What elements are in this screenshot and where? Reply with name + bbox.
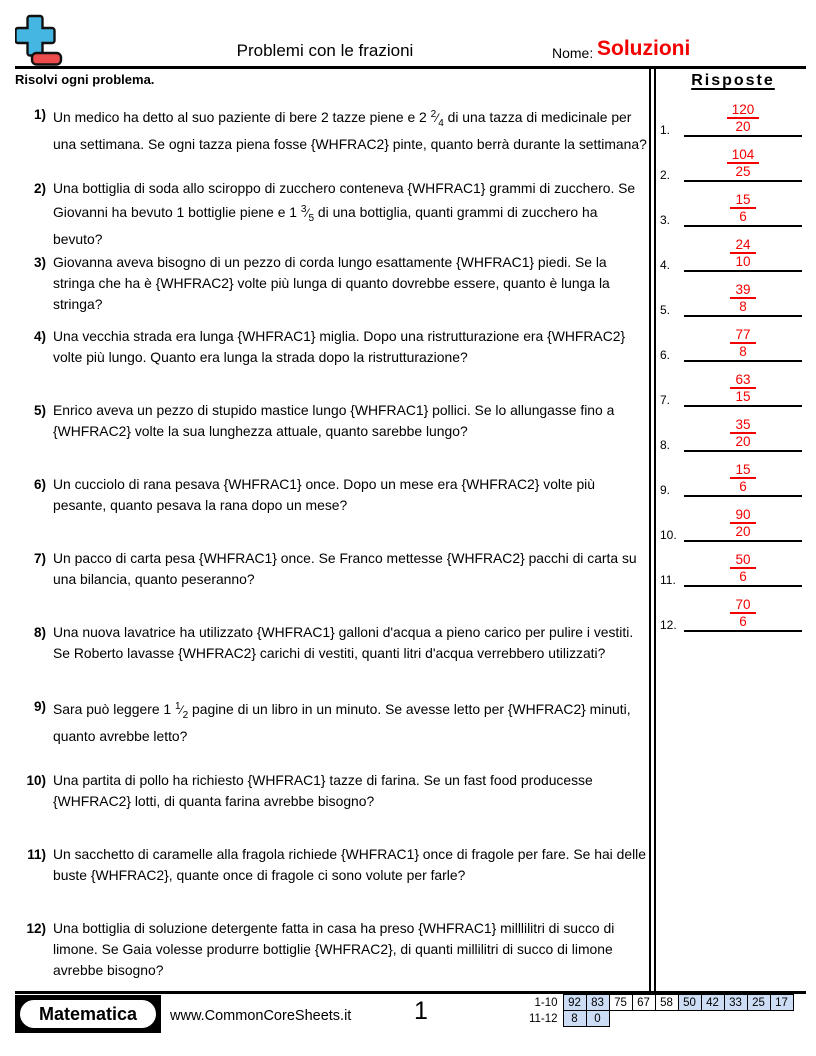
problem-text: Una vecchia strada era lunga {WHFRAC1} miglia. Dopo una ristrutturazione era {WHFRAC2} volte più lungo. Quanto era lunga la strada dopo la ristrutturazione? bbox=[53, 328, 626, 365]
problem-item bbox=[15, 326, 647, 400]
problem-number: 12) bbox=[26, 921, 46, 936]
problem-number: 3) bbox=[33, 255, 46, 270]
problem-text: Un medico ha detto al suo paziente di bere 2 tazze piene e 2 $^2⁄_4$ di una tazza di medicinale per una settimana. Se ogni tazza piena fosse {WHFRAC2} pinte, quanto berrà durante la settimana? bbox=[53, 109, 647, 152]
problem-number: 1) bbox=[33, 107, 46, 122]
problem-text: Enrico aveva un pezzo di stupido mastice lungo {WHFRAC1} pollici. Se lo allungasse fino a {WHFRAC2} volte la sua lunghezza attuale, quanto sarebbe lungo? bbox=[53, 402, 615, 439]
fraction-denominator: 25 bbox=[735, 164, 751, 179]
problem-text: Giovanna aveva bisogno di un pezzo di corda lungo esattamente {WHFRAC1} piedi. Se la stringa che ha è {WHFRAC2} volte più lunga di quanto dovrebbe essere, quanto è lunga la stringa? bbox=[53, 254, 610, 312]
problem-text: Un cucciolo di rana pesava {WHFRAC1} once. Dopo un mese era {WHFRAC2} volte più pesante, quanto pesava la rana dopo un mese? bbox=[53, 476, 595, 513]
fraction-numerator: 70 bbox=[730, 597, 755, 614]
score-cell: 0 bbox=[586, 1011, 609, 1027]
answer-item bbox=[658, 457, 806, 497]
grading-score-table bbox=[523, 994, 794, 1027]
fraction-numerator: 2 bbox=[430, 109, 437, 120]
fraction-denominator: 2 bbox=[182, 710, 189, 721]
answer-number: 9. bbox=[660, 483, 671, 497]
problem-text: Una partita di pollo ha richiesto {WHFRAC1} tazze di farina. Se un fast food producesse {WHFRAC2} lotti, di quanta farina avrebbe bisogno? bbox=[53, 772, 593, 809]
answer-fraction bbox=[684, 462, 802, 494]
fraction-numerator: 120 bbox=[727, 102, 760, 119]
answer-item bbox=[658, 367, 806, 407]
fraction-numerator: 63 bbox=[730, 372, 755, 389]
answer-blank-line bbox=[684, 270, 802, 272]
problem-text: Un sacchetto di caramelle alla fragola richiede {WHFRAC1} once di fragole per fare. Se hai delle buste {WHFRAC2}, quante once di fragole ci sono volute per farle? bbox=[53, 846, 646, 883]
answer-fraction bbox=[684, 282, 802, 314]
fraction-denominator: 8 bbox=[739, 344, 747, 359]
score-cell: 33 bbox=[724, 995, 747, 1011]
answer-fraction bbox=[684, 417, 802, 449]
answer-fraction bbox=[684, 327, 802, 359]
subject-badge bbox=[15, 995, 161, 1033]
problem-item bbox=[15, 622, 647, 696]
score-cell: 92 bbox=[563, 995, 586, 1011]
answer-number: 6. bbox=[660, 348, 671, 362]
problem-item bbox=[15, 104, 647, 178]
problem-number: 4) bbox=[33, 329, 46, 344]
answer-item bbox=[658, 97, 806, 137]
score-row-label: 11-12 bbox=[528, 1012, 558, 1025]
score-row bbox=[523, 1011, 793, 1027]
answer-item bbox=[658, 592, 806, 632]
score-row bbox=[523, 995, 793, 1011]
problem-item bbox=[15, 918, 647, 992]
fraction-denominator: 6 bbox=[739, 569, 747, 584]
answer-fraction bbox=[684, 237, 802, 269]
problem-text: Sara può leggere 1 $^1⁄_2$ pagine di un libro in un minuto. Se avesse letto per {WHFRAC2} minuti, quanto avrebbe letto? bbox=[53, 701, 631, 744]
answer-fraction bbox=[684, 192, 802, 224]
answer-number: 10. bbox=[660, 528, 677, 542]
score-cell: 42 bbox=[701, 995, 724, 1011]
score-cell: 8 bbox=[563, 1011, 586, 1027]
fraction-denominator: 20 bbox=[735, 119, 751, 134]
problem-item bbox=[15, 844, 647, 918]
fraction-numerator: 39 bbox=[730, 282, 755, 299]
answer-number: 5. bbox=[660, 303, 671, 317]
page-title: Problemi con le frazioni bbox=[236, 41, 414, 60]
problem-number: 8) bbox=[33, 625, 46, 640]
answer-item bbox=[658, 412, 806, 452]
fraction-denominator: 20 bbox=[735, 524, 751, 539]
fraction-denominator: 15 bbox=[735, 389, 751, 404]
answer-fraction bbox=[684, 372, 802, 404]
fraction-numerator: 77 bbox=[730, 327, 755, 344]
problem-text: Una nuova lavatrice ha utilizzato {WHFRAC1} galloni d'acqua a pieno carico per pulire i vestiti. Se Roberto lavasse {WHFRAC2} carichi di vestiti, quanti litri d'acqua verrebbero utilizzati? bbox=[53, 624, 634, 661]
answer-blank-line bbox=[684, 180, 802, 182]
answer-item bbox=[658, 142, 806, 182]
problem-item bbox=[15, 548, 647, 622]
problems-list bbox=[15, 104, 647, 992]
inline-fraction bbox=[175, 701, 189, 721]
column-separator-line bbox=[654, 68, 656, 992]
fraction-denominator: 20 bbox=[735, 434, 751, 449]
answer-blank-line bbox=[684, 315, 802, 317]
problem-number: 7) bbox=[33, 551, 46, 566]
inline-fraction bbox=[430, 109, 444, 129]
answer-fraction bbox=[684, 507, 802, 539]
fraction-numerator: 3 bbox=[300, 204, 307, 215]
fraction-denominator: 6 bbox=[739, 479, 747, 494]
answer-number: 3. bbox=[660, 213, 671, 227]
score-cell: 75 bbox=[609, 995, 632, 1011]
score-cell: 83 bbox=[586, 995, 609, 1011]
fraction-numerator: 15 bbox=[730, 192, 755, 209]
column-separator-line bbox=[649, 68, 651, 992]
answer-fraction bbox=[684, 552, 802, 584]
name-label: Nome: bbox=[552, 45, 594, 61]
header-divider bbox=[15, 66, 806, 69]
website-link: www.CommonCoreSheets.it bbox=[170, 1008, 352, 1024]
answer-item bbox=[658, 187, 806, 227]
answer-number: 8. bbox=[660, 438, 671, 452]
fraction-numerator: 1 bbox=[175, 701, 181, 712]
answer-number: 11. bbox=[660, 573, 676, 587]
problem-item bbox=[15, 400, 647, 474]
answer-number: 7. bbox=[660, 393, 671, 407]
problem-text: Un pacco di carta pesa {WHFRAC1} once. Se Franco mettesse {WHFRAC2} pacchi di carta su una bilancia, quanto peseranno? bbox=[53, 550, 637, 587]
fraction-denominator: 8 bbox=[739, 299, 747, 314]
problem-number: 2) bbox=[33, 181, 46, 196]
instructions-text: Risolvi ogni problema. bbox=[15, 72, 155, 87]
problem-number: 11) bbox=[27, 847, 46, 862]
answer-number: 2. bbox=[660, 168, 671, 182]
fraction-numerator: 90 bbox=[730, 507, 755, 524]
answers-column-title: Risposte bbox=[691, 72, 775, 89]
name-value-solutions: Soluzioni bbox=[597, 37, 691, 60]
answer-number: 1. bbox=[660, 123, 671, 137]
fraction-denominator: 4 bbox=[438, 118, 444, 129]
problem-item bbox=[15, 252, 647, 326]
score-cell: 58 bbox=[655, 995, 678, 1011]
fraction-slash: ⁄ bbox=[436, 111, 439, 125]
fraction-numerator: 104 bbox=[727, 147, 760, 164]
answer-blank-line bbox=[684, 405, 802, 407]
answer-item bbox=[658, 232, 806, 272]
fraction-denominator: 10 bbox=[735, 254, 751, 269]
answer-fraction bbox=[684, 102, 802, 134]
answer-blank-line bbox=[684, 450, 802, 452]
problem-number: 9) bbox=[33, 699, 46, 714]
problem-item bbox=[15, 178, 647, 252]
problem-item bbox=[15, 770, 647, 844]
fraction-numerator: 15 bbox=[730, 462, 755, 479]
fraction-slash: ⁄ bbox=[180, 703, 183, 717]
fraction-denominator: 6 bbox=[739, 614, 747, 629]
answer-blank-line bbox=[684, 135, 802, 137]
fraction-numerator: 24 bbox=[730, 237, 755, 254]
answer-blank-line bbox=[684, 360, 802, 362]
score-cell: 17 bbox=[770, 995, 793, 1011]
problem-item bbox=[15, 696, 647, 770]
answer-item bbox=[658, 502, 806, 542]
problem-number: 10) bbox=[26, 773, 46, 788]
score-cell: 50 bbox=[678, 995, 701, 1011]
answer-number: 12. bbox=[660, 618, 677, 632]
answer-blank-line bbox=[684, 495, 802, 497]
answer-item bbox=[658, 547, 806, 587]
inline-fraction bbox=[300, 204, 315, 224]
problem-number: 6) bbox=[33, 477, 46, 492]
page-number: 1 bbox=[414, 997, 428, 1025]
answer-blank-line bbox=[684, 540, 802, 542]
problem-text: Una bottiglia di soluzione detergente fatta in casa ha preso {WHFRAC1} milllilitri di succo di limone. Se Gaia volesse produrre bottiglie {WHFRAC2}, di quanti millilitri di succo di limone avrebbe bisogno? bbox=[53, 920, 615, 978]
fraction-denominator: 5 bbox=[308, 213, 315, 224]
answer-number: 4. bbox=[660, 258, 671, 272]
score-row-label: 1-10 bbox=[534, 996, 558, 1009]
score-cell: 25 bbox=[747, 995, 770, 1011]
fraction-denominator: 6 bbox=[739, 209, 747, 224]
problem-number: 5) bbox=[33, 403, 46, 418]
answer-fraction bbox=[684, 597, 802, 629]
problem-text: Una bottiglia di soda allo sciroppo di zucchero conteneva {WHFRAC1} grammi di zucchero. Se Giovanni ha bevuto 1 bottiglie piene e 1 $^3⁄_5$ di una bottiglia, quanti grammi di zucchero ha bevuto? bbox=[53, 180, 636, 247]
answer-item bbox=[658, 277, 806, 317]
fraction-numerator: 50 bbox=[730, 552, 755, 569]
fraction-slash: ⁄ bbox=[306, 206, 309, 220]
answer-fraction bbox=[684, 147, 802, 179]
answer-item bbox=[658, 322, 806, 362]
subject-label: Matematica bbox=[18, 998, 158, 1030]
problem-item bbox=[15, 474, 647, 548]
answer-blank-line bbox=[684, 585, 802, 587]
score-cell: 67 bbox=[632, 995, 655, 1011]
answer-blank-line bbox=[684, 225, 802, 227]
fraction-numerator: 35 bbox=[730, 417, 755, 434]
answer-blank-line bbox=[684, 630, 802, 632]
